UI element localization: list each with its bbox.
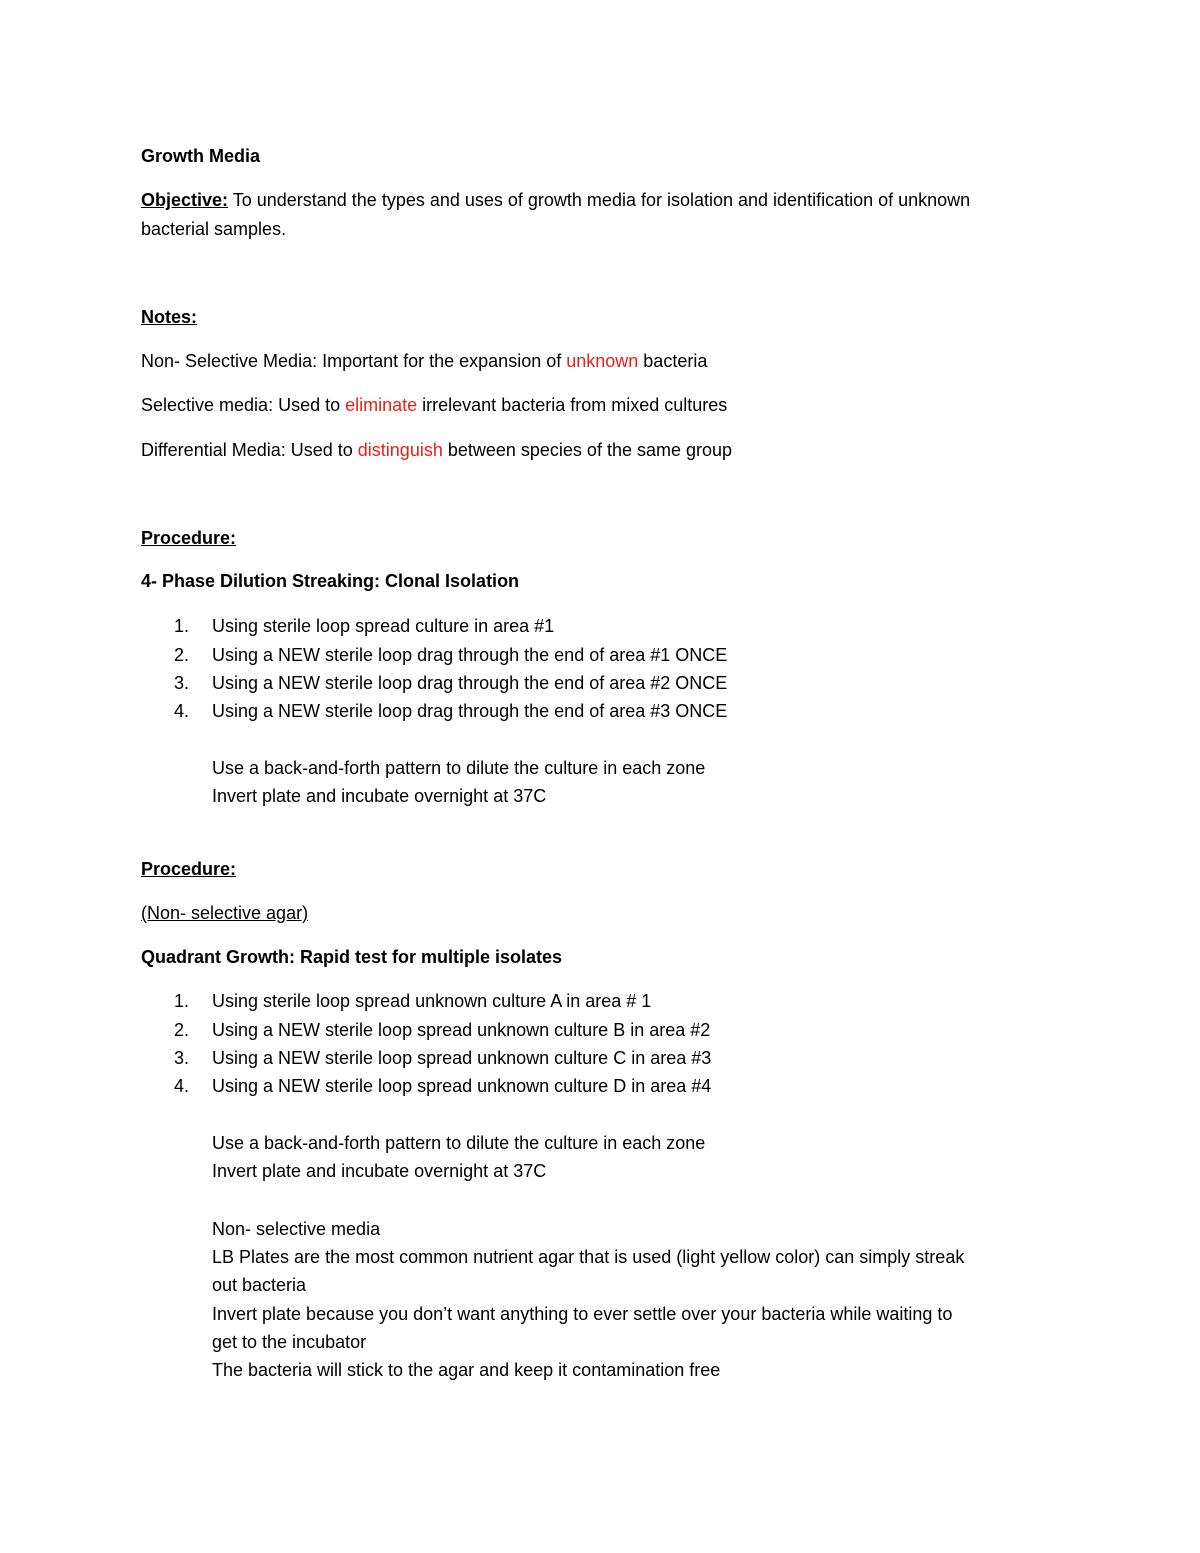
note-highlight: distinguish <box>357 440 443 460</box>
document-title: Growth Media <box>141 146 261 166</box>
procedure-heading: 4- Phase Dilution Streaking: Clonal Isolation <box>141 571 520 591</box>
objective-line <box>141 186 970 214</box>
note-suffix: bacteria <box>638 351 708 371</box>
extra-note: The bacteria will stick to the agar and keep it contamination free <box>212 1360 721 1380</box>
step-text: Using a NEW sterile loop spread unknown culture B in area #2 <box>212 1020 711 1040</box>
step-number: 4. <box>174 701 190 721</box>
step-text: Using a NEW sterile loop spread unknown culture D in area #4 <box>212 1076 712 1096</box>
step-text: Using a NEW sterile loop drag through the end of area #2 ONCE <box>212 673 728 693</box>
step-number: 3. <box>174 673 190 693</box>
procedure-label: Procedure: <box>141 859 237 879</box>
procedure-note: Invert plate and incubate overnight at 37C <box>212 1161 547 1181</box>
note-prefix: Non- Selective Media: Important for the expansion of <box>141 351 567 371</box>
step-number: 3. <box>174 1048 190 1068</box>
extra-note: Invert plate because you don’t want anything to ever settle over your bacteria while waiting to <box>212 1304 953 1324</box>
notes-item-selective <box>141 391 727 419</box>
procedure-note: Invert plate and incubate overnight at 37C <box>212 786 547 806</box>
extra-note: get to the incubator <box>212 1332 367 1352</box>
procedure-sublabel: (Non- selective agar) <box>141 903 309 923</box>
step-text: Using a NEW sterile loop drag through the end of area #3 ONCE <box>212 701 728 721</box>
extra-note: LB Plates are the most common nutrient agar that is used (light yellow color) can simply streak <box>212 1247 965 1267</box>
step-number: 1. <box>174 991 190 1011</box>
step-number: 4. <box>174 1076 190 1096</box>
objective-label: Objective: <box>141 190 229 210</box>
procedure-heading: Quadrant Growth: Rapid test for multiple isolates <box>141 947 563 967</box>
extra-note: Non- selective media <box>212 1219 381 1239</box>
note-suffix: irrelevant bacteria from mixed cultures <box>417 395 728 415</box>
notes-item-differential <box>141 436 732 464</box>
procedure-note: Use a back-and-forth pattern to dilute the culture in each zone <box>212 1133 706 1153</box>
note-prefix: Differential Media: Used to <box>141 440 358 460</box>
step-text: Using a NEW sterile loop spread unknown culture C in area #3 <box>212 1048 712 1068</box>
step-text: Using sterile loop spread culture in area #1 <box>212 616 555 636</box>
objective-text-continued: bacterial samples. <box>141 219 287 239</box>
notes-item-non-selective <box>141 347 707 375</box>
note-prefix: Selective media: Used to <box>141 395 346 415</box>
objective-text: To understand the types and uses of growth media for isolation and identification of unknown <box>228 190 971 210</box>
procedure-label: Procedure: <box>141 528 237 548</box>
extra-note: out bacteria <box>212 1275 307 1295</box>
procedure-note: Use a back-and-forth pattern to dilute the culture in each zone <box>212 758 706 778</box>
notes-label: Notes: <box>141 307 198 327</box>
step-number: 2. <box>174 1020 190 1040</box>
step-text: Using sterile loop spread unknown culture A in area # 1 <box>212 991 652 1011</box>
step-text: Using a NEW sterile loop drag through the end of area #1 ONCE <box>212 645 728 665</box>
step-number: 1. <box>174 616 190 636</box>
note-suffix: between species of the same group <box>442 440 733 460</box>
note-highlight: eliminate <box>345 395 418 415</box>
step-number: 2. <box>174 645 190 665</box>
note-highlight: unknown <box>566 351 639 371</box>
